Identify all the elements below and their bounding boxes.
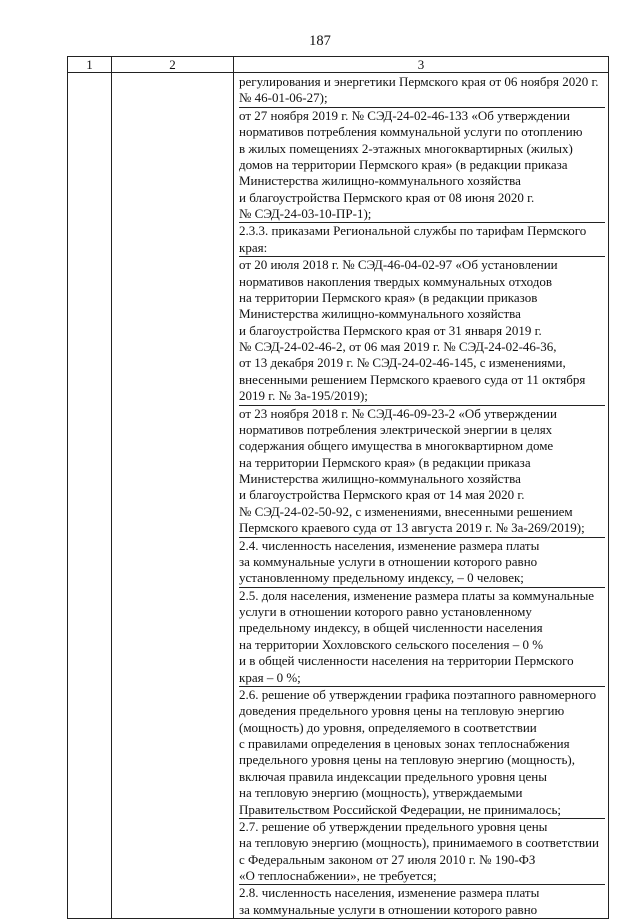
text-line: и в общей численности населения на территории Пермского <box>239 653 574 669</box>
text-line: услуги в отношении которого равно установленному <box>239 604 532 619</box>
text-line: 2019 г. № 3а-195/2019); <box>239 388 368 404</box>
text-line: нормативов потребления электрической энергии в целях <box>239 421 553 437</box>
text-line: на тепловую энергию (мощность), принимаемого в соответствии <box>239 835 599 851</box>
text-line: № СЭД-24-02-46-2, от 06 мая 2019 г. № СЭД-24-02-46-36, <box>239 339 557 354</box>
text-line: от 20 июля 2018 г. № СЭД-46-04-02-97 «Об установлении <box>239 256 605 273</box>
text-line: за коммунальные услуги в отношении которого равно <box>239 553 538 569</box>
column-header-1: 1 <box>68 57 112 73</box>
text-line: на территории Пермского края» (в редакции приказов <box>239 289 538 305</box>
text-line: и благоустройства Пермского края от 08 июня 2020 г. <box>239 189 535 205</box>
text-line: регулирования и энергетики Пермского края от 06 ноября 2020 г. <box>239 74 599 89</box>
text-line: на территории Пермского края» (в редакции приказа <box>239 454 531 470</box>
text-line: от 27 ноября 2019 г. № СЭД-24-02-46-133 «Об утверждении <box>239 107 605 124</box>
column-header-2: 2 <box>112 57 234 73</box>
text-line: Министерства жилищно-коммунального хозяйства <box>239 306 521 322</box>
text-line: 2.4. численность населения, изменение размера платы <box>239 537 605 554</box>
text-line: 2.3.3. приказами Региональной службы по тарифам Пермского <box>239 222 605 239</box>
text-line: от 13 декабря 2019 г. № СЭД-24-02-46-145, с изменениями, <box>239 355 566 371</box>
text-line: с Федеральным законом от 27 июля 2010 г. № 190-ФЗ <box>239 851 536 867</box>
text-line: с правилами определения в ценовых зонах теплоснабжения <box>239 736 570 751</box>
text-line: 2.5. доля населения, изменение размера платы за коммунальные <box>239 587 605 604</box>
text-line: (мощность) до уровня, определяемого в соответствии <box>239 719 537 735</box>
text-line: в жилых помещениях 2-этажных многоквартирных (жилых) <box>239 140 573 156</box>
text-line: на территории Хохловского сельского поселения – 0 % <box>239 636 544 652</box>
text-line: 2.6. решение об утверждении графика поэтапного равномерного <box>239 686 605 703</box>
text-line: внесенными решением Пермского краевого суда от 11 октября <box>239 371 586 387</box>
text-line: № СЭД-24-03-10-ПР-1); <box>239 206 372 221</box>
content-table <box>67 56 609 919</box>
text-line: Министерства жилищно-коммунального хозяйства <box>239 471 521 486</box>
text-line: 2.8. численность населения, изменение размера платы <box>239 884 605 901</box>
text-line: от 23 ноября 2018 г. № СЭД-46-09-23-2 «Об утверждении <box>239 405 605 422</box>
text-line: Правительством Российской Федерации, не принималось; <box>239 801 562 817</box>
text-line: Министерства жилищно-коммунального хозяйства <box>239 173 521 189</box>
text-line: 2.7. решение об утверждении предельного уровня цены <box>239 818 605 835</box>
text-line: домов на территории Пермского края» (в редакции приказа <box>239 156 568 172</box>
text-lines <box>239 74 605 918</box>
text-line: содержания общего имущества в многоквартирном доме <box>239 438 554 454</box>
page-number: 187 <box>309 33 331 49</box>
column-1-cell <box>68 73 112 919</box>
text-line: «О теплоснабжении», не требуется; <box>239 868 437 883</box>
text-line: нормативов накопления твердых коммунальных отходов <box>239 273 553 289</box>
text-line: края – 0 %; <box>239 669 301 685</box>
text-line: на тепловую энергию (мощность), утверждаемыми <box>239 785 523 801</box>
text-line: доведения предельного уровня цены на тепловую энергию <box>239 703 565 719</box>
table-header-row <box>68 57 609 73</box>
text-line: установленному предельному индексу, – 0 человек; <box>239 570 524 586</box>
text-line: и благоустройства Пермского края от 31 января 2019 г. <box>239 322 542 338</box>
column-3-cell <box>234 73 609 919</box>
table-row <box>68 73 609 919</box>
text-line: Пермского краевого суда от 13 августа 2019 г. № 3а-269/2019); <box>239 520 585 536</box>
column-header-3: 3 <box>234 57 609 73</box>
text-line: нормативов потребления коммунальной услуги по отоплению <box>239 124 583 140</box>
column-2-cell <box>112 73 234 919</box>
text-line: и благоустройства Пермского края от 14 мая 2020 г. <box>239 487 525 503</box>
text-line: № 46-01-06-27); <box>239 90 328 106</box>
text-line: предельному индексу, в общей численности населения <box>239 620 543 636</box>
text-line: предельного уровня цены на тепловую энергию (мощность), <box>239 752 575 768</box>
text-line: за коммунальные услуги в отношении которого равно <box>239 901 538 917</box>
text-line: края: <box>239 239 268 255</box>
text-line: № СЭД-24-02-50-92, с изменениями, внесенными решением <box>239 503 573 519</box>
text-line: включая правила индексации предельного уровня цены <box>239 768 547 784</box>
